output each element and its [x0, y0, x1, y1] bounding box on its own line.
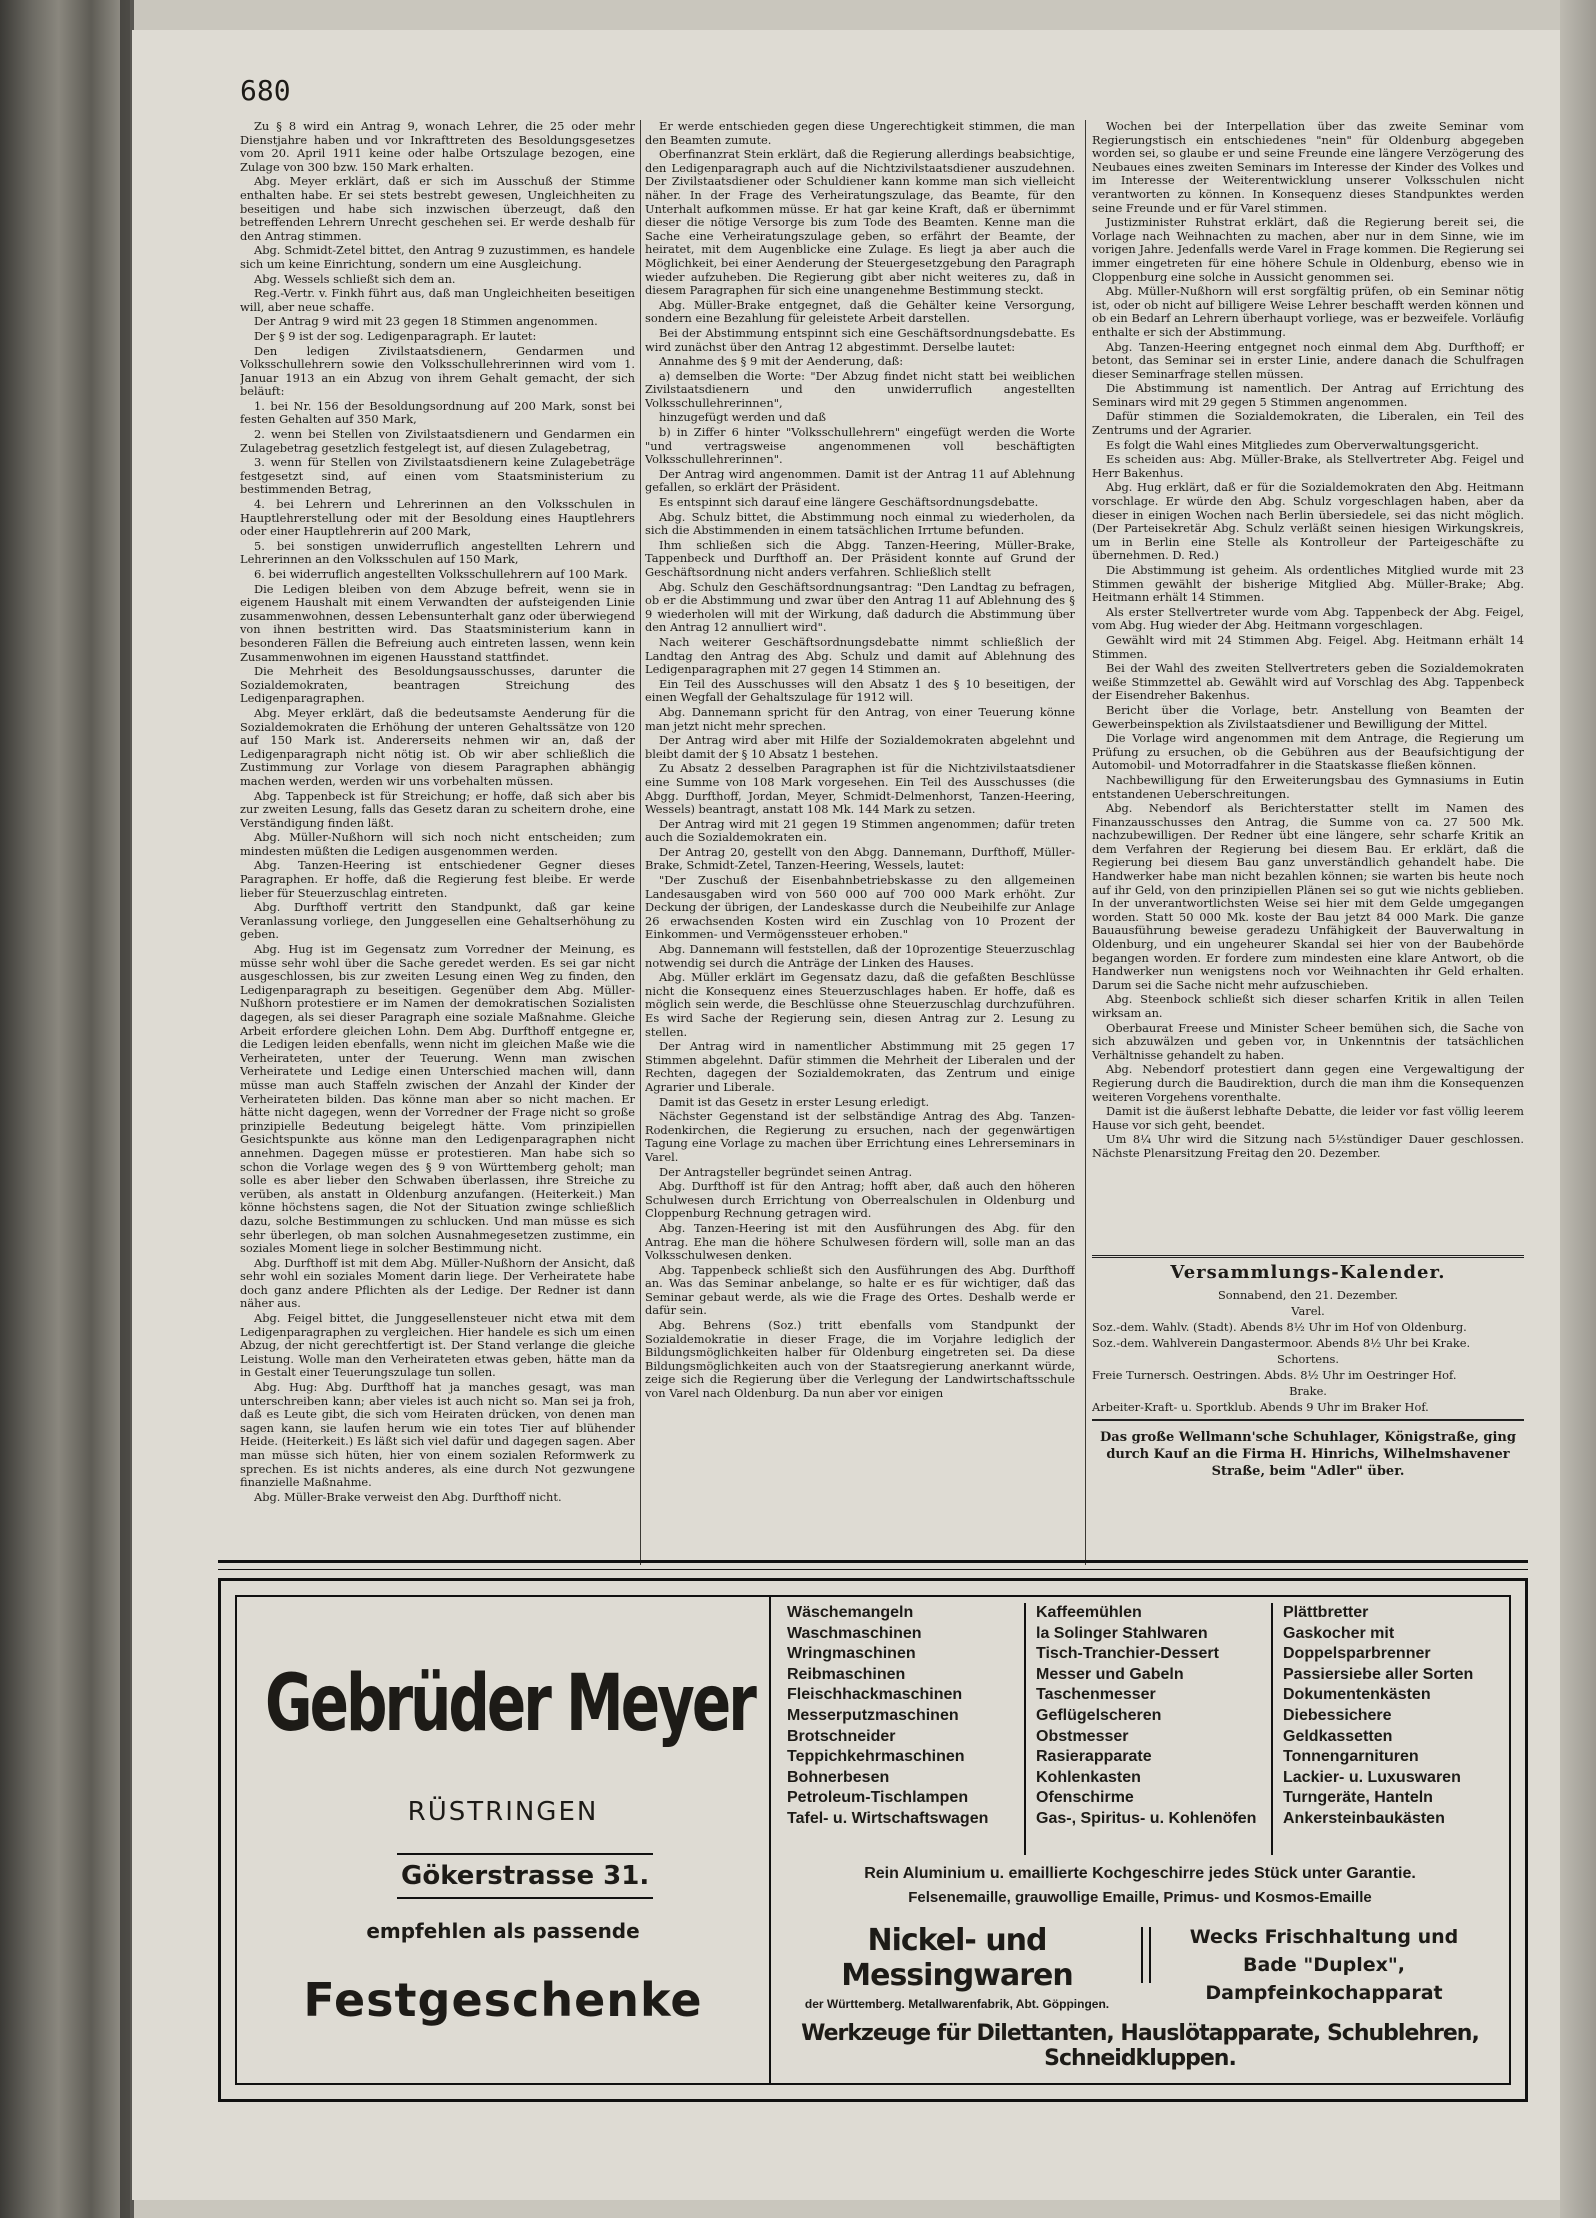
column-rule-2	[1085, 120, 1086, 1565]
advertisement-brand-panel	[237, 1597, 769, 2083]
text-column-2	[645, 120, 1075, 1560]
paragraph: Die Vorlage wird angenommen mit dem Antrage, die Regierung um Prüfung zu ersuchen, ob die Gebühren aus der Beaufsichtigung der Automobil- und Motorradfahrer in die Staatskasse fließen können.	[1092, 731, 1524, 773]
paragraph: Abg. Hug ist im Gegensatz zum Vorredner der Meinung, es müsse sehr wohl über die Sache geredet werden. Es sei gar nicht ausgeschlossen, bis zur zweiten Lesung einen Weg zu finden, den Ledigenparagraph zu beseitigen. Gegenüber dem Abg. Müller-Nußhorn protestiere er im Namen der demokratischen Sozialisten dagegen, als sei dieser Paragraph eine soziale Maßnahme. Gleiche Arbeit erfordere gleichen Lohn. Dem Abg. Durfthoff entgegne er, die Ledigen leiden ebenfalls, wenn nicht im gleichen Maße wie die Verheirateten, unter der Teuerung. Wenn man zwischen Verheiratete und Ledige einen Unterschied machen will, dann müsse man auch Staffeln zwischen der Anzahl der Kinder der Verheirateten bilden. Das könne man aber so nicht machen. Er hätte nicht dagegen, wenn der Vorredner der Frage nicht so große prinzipielle Bedeutung beigelegt hätte. Vom prinzipiellen Gesichtspunkte aus könne man den Ledigenparagraphen nicht annehmen. Dagegen müsse er protestieren. Man habe sich so schon die Vorlage wegen des § 9 von Württemberg geholt; man solle es aber lieber den Schwaben überlassen, ihre Streiche zu verüben, als anstatt in Oldenburg anzufangen. (Heiterkeit.) Man könne höchstens sagen, die Not der Situation zwinge schließlich dazu, solche Bestimmungen zu schlucken. Und man müsse es sich sehr überlegen, ob man solchen Ausnahmegesetzen zustimme, ein soziales Moment liege in solcher Bestimmung nicht.	[240, 942, 635, 1256]
paragraph: 6. bei widerruflich angestellten Volksschullehrern auf 100 Mark.	[254, 567, 628, 581]
paragraph: Abg. Hug erklärt, daß er für die Sozialdemokraten den Abg. Heitmann vorschlage. Er würde den Abg. Schulz vorgeschlagen haben, aber da dieser in einigen Wochen nach Berlin übersiedele, sei das nicht möglich. (Der Parteisekretär Abg. Schulz verläßt seinen hiesigen Wirkungskreis, um in Berlin eine Stelle als Kontrolleur der Parteigeschäfte zu übernehmen. D. Red.)	[1092, 480, 1524, 563]
paragraph: Es entspinnt sich darauf eine längere Geschäftsordnungsdebatte.	[659, 495, 1039, 510]
paragraph: Damit ist das Gesetz in erster Lesung erledigt.	[659, 1094, 930, 1109]
calendar-place: Schortens.	[1277, 1352, 1339, 1366]
product-item: Diebessichere	[1283, 1706, 1392, 1724]
paragraph: hinzugefügt werden und daß	[659, 410, 826, 425]
product-item: Tisch-Tranchier-Dessert	[1036, 1645, 1219, 1663]
calendar-entry: Freie Turnersch. Oestringen. Abds. 8½ Uhr im Oestringer Hof.	[1092, 1368, 1457, 1382]
product-item: Tonnengarnituren	[1283, 1748, 1419, 1766]
paragraph: Abg. Hug: Abg. Durfthoff hat ja manches gesagt, was man unterschreiben kann; aber vieles ist auch nicht so. Man sei ja froh, daß es Leute gibt, die sich vom Heiraten drücken, von denen man sagen kann, sie laufen herum wie ein totes Tier auf blühender Heide. (Heiterkeit.) Es läßt sich viel dafür und dagegen sagen. Aber man müsse sich hüten, hier von einem sozialen Reformwerk zu sprechen. Es ist nichts anderes, als eine durch Not gezwungene finanzielle Maßnahme.	[240, 1380, 635, 1490]
ad-weck-block	[1159, 1923, 1489, 2007]
paragraph: 5. bei sonstigen unwiderruflich angestellten Lehrern und Lehrerinnen an den Volksschulen auf 150 Mark,	[240, 538, 635, 567]
ad-recommend-text: empfehlen als passende	[366, 1919, 640, 1943]
paragraph: Die Ledigen bleiben von dem Abzuge befreit, wenn sie in eigenem Haushalt mit einem Verwandten der aufsteigenden Linie zusammenwohnen, dessen Lebensunterhalt ganz oder überwiegend von ihnen bestritten wird. Das Staatsministerium kann in besonderen Fällen die Befreiung auch eintreten lassen, wenn kein Zusammenwohnen im eigenen Hausstand stattfindet.	[240, 581, 635, 664]
product-item: Taschenmesser	[1036, 1686, 1156, 1704]
meeting-calendar	[1092, 1255, 1524, 1480]
paragraph: Wochen bei der Interpellation über das zweite Seminar vom Regierungstisch ein entschiedenes "nein" für Oldenburg abgegeben worden sei, so glaube er und seine Freunde eine längere Verzögerung des Neubaues eines zweiten Seminars im Interesse der Kinder des Volkes und im Interesse der Weiterentwicklung unserer Volksschulen nicht verantworten zu können. In Konsequenz dieses Standpunktes werden seine Freunde und er für Varel stimmen.	[1092, 120, 1524, 215]
paragraph: Der Antrag wird mit 21 gegen 19 Stimmen angenommen; dafür treten auch die Sozialdemokraten ein.	[645, 816, 1075, 845]
paragraph: "Der Zuschuß der Eisenbahnbetriebskasse zu den allgemeinen Landesausgaben wird von 560 000 auf 700 000 Mark erhöht. Zur Deckung der übrigen, der Landeskasse durch die Neubeihilfe zur Anlage 26 erwachsenden Kosten wird ein Zuschlag von 10 Prozent der Einkommen- und Vermögenssteuer erhoben."	[645, 873, 1075, 942]
paragraph: Die Mehrheit des Besoldungsausschusses, darunter die Sozialdemokraten, beantragen Streichung des Ledigenparagraphen.	[240, 664, 635, 706]
paragraph: Nachbewilligung für den Erweiterungsbau des Gymnasiums in Eutin entstandenen Ueberschreitungen.	[1092, 772, 1524, 801]
paragraph: Abg. Tappenbeck ist für Streichung; er hoffe, daß sich aber bis zur zweiten Lesung, falls das Gesetz daran zu scheitern drohe, eine Verständigung finden läßt.	[240, 788, 635, 830]
product-item: Teppichkehrmaschinen	[787, 1748, 965, 1766]
paragraph: Der Antrag wird in namentlicher Abstimmung mit 25 gegen 17 Stimmen abgelehnt. Dafür stimmen die Mehrheit der Liberalen und der Rechten, dagegen der Sozialdemokraten, das Zentrum und einige Agrarier und Liberale.	[645, 1039, 1075, 1094]
paragraph: Abg. Schulz den Geschäftsordnungsantrag: "Den Landtag zu befragen, ob er die Abstimmung und zwar über den Antrag 11 auf Ablehnung des § 9 wiederholen will mit der Wirkung, daß dadurch die Abstimmung über den Antrag 12 annulliert wird".	[645, 579, 1075, 635]
calendar-entry: Arbeiter-Kraft- u. Sportklub. Abends 9 Uhr im Braker Hof.	[1092, 1400, 1429, 1414]
paragraph: b) in Ziffer 6 hinter "Volksschullehrern" eingefügt werden die Worte "und vertragsweise angenommenen voll beschäftigten Volksschullehrerinnen".	[645, 425, 1075, 467]
product-item: Obstmesser	[1036, 1727, 1129, 1745]
ad-enamel: Felsenemaille, grauwollige Emaille, Primus- und Kosmos-Emaille	[908, 1889, 1372, 1906]
book-spine	[0, 0, 130, 2218]
paragraph: Zu § 8 wird ein Antrag 9, wonach Lehrer, die 25 oder mehr Dienstjahre haben und vor Inkrafttreten des Besoldungsgesetzes vom 20. April 1911 keine oder halbe Ortszulage bezogen, eine Zulage von 300 bzw. 150 Mark erhalten.	[240, 120, 635, 174]
advertisement-frame	[235, 1595, 1511, 2085]
column-rule-1	[640, 120, 641, 1565]
paragraph: Der Antrag 9 wird mit 23 gegen 18 Stimmen angenommen.	[254, 314, 598, 329]
shop-notice: Das große Wellmann'sche Schuhlager, Königstraße, ging durch Kauf an die Firma H. Hinrichs, Wilhelmshavener Straße, beim "Adler" über.	[1100, 1430, 1516, 1479]
paragraph: Abg. Tanzen-Heering ist mit den Ausführungen des Abg. für den Antrag. Ehe man die höhere Schulwesen fördern will, solle man an das Volksschulwesen denken.	[645, 1220, 1075, 1263]
paragraph: Abg. Durfthoff vertritt den Standpunkt, daß gar keine Veranlassung vorliege, den Junggesellen eine Gehaltserhöhung zu geben.	[240, 900, 635, 942]
product-list-1	[787, 1603, 1032, 1830]
brand-name: Gebrüder Meyer	[265, 1657, 754, 1749]
paragraph: Abg. Schulz bittet, die Abstimmung noch einmal zu wiederholen, da sich die Abstimmenden in einem tatsächlichen Irrtume befunden.	[645, 509, 1075, 538]
text-column-1	[240, 120, 635, 1560]
paragraph: 3. wenn für Stellen von Zivilstaatsdienern keine Zulagebeträge festgesetzt sind, auf einen vom Staatsministerium zu bestimmenden Betrag,	[240, 455, 635, 497]
product-item: Passiersiebe aller Sorten	[1283, 1665, 1474, 1683]
paragraph: Abg. Müller-Brake verweist den Abg. Durfthoff nicht.	[254, 1489, 562, 1504]
advertisement-products-panel	[769, 1597, 1509, 2083]
paragraph: Bei der Abstimmung entspinnt sich eine Geschäftsordnungsdebatte. Es wird zunächst über den Antrag 12 abgestimmt. Derselbe lautet:	[645, 325, 1075, 354]
paragraph: Ihm schließen sich die Abgg. Tanzen-Heering, Müller-Brake, Tappenbeck und Durfthoff an. Der Präsident konnte auf Grund der Geschäftsordnung nicht anders verfahren. Schließlich stellt	[645, 537, 1075, 579]
paragraph: Nach weiterer Geschäftsordnungsdebatte nimmt schließlich der Landtag den Antrag des Abg. Schulz und damit auf Ablehnung des Ledigenparagraphen mit 27 gegen 14 Stimmen an.	[645, 634, 1075, 677]
paragraph: Der Antrag wird angenommen. Damit ist der Antrag 11 auf Ablehnung gefallen, so erklärt der Präsident.	[645, 466, 1075, 495]
product-item: Ankersteinbaukästen	[1283, 1809, 1445, 1827]
paragraph: Als erster Stellvertreter wurde vom Abg. Tappenbeck der Abg. Feigel, vom Abg. Hug wieder der Abg. Heitmann vorgeschlagen.	[1092, 604, 1524, 633]
paragraph: Der Antragsteller begründet seinen Antrag.	[659, 1164, 913, 1179]
product-item: la Solinger Stahlwaren	[1036, 1624, 1208, 1642]
calendar-title: Versammlungs-Kalender.	[1092, 1255, 1524, 1283]
brand-address: Gökerstrasse 31.	[397, 1853, 653, 1899]
paragraph: Reg.-Vertr. v. Finkh führt aus, daß man Ungleichheiten beseitigen will, aber neue schaffe.	[240, 286, 635, 314]
product-item: Ofenschirme	[1036, 1789, 1134, 1807]
product-item: Plättbretter	[1283, 1604, 1369, 1621]
calendar-entry: Soz.-dem. Wahlv. (Stadt). Abends 8½ Uhr im Hof von Oldenburg.	[1092, 1320, 1467, 1334]
ad-headline: Festgeschenke	[303, 1973, 703, 2027]
product-item: Messerputzmaschinen	[787, 1706, 959, 1724]
ad-tools-line: Werkzeuge für Dilettanten, Hauslötapparate, Schublehren, Schneidkluppen.	[801, 2021, 1479, 2071]
product-item: Waschmaschinen	[787, 1624, 922, 1642]
advertisement-top-rule	[218, 1560, 1528, 1570]
product-item: Tafel- u. Wirtschaftswagen	[787, 1809, 989, 1827]
paragraph: Oberfinanzrat Stein erklärt, daß die Regierung allerdings beabsichtige, den Ledigenparagraph auch auf die Nichtzivilstaatsdiener auszudehnen. Der Zivilstaatsdiener oder Schuldiener kann komme man sich vielleicht näher. In der Frage des Verheiratungszulage, das Beamte, für den Unterhalt aufkommen müsse. Er hat gar keine Kraft, daß er übernimmt dieser die nötige Versorge bis zum Tode des Beamten. Kenne man die Sache eine Verheiratungszulage geben, so erfährt der Beamte, der heiratet, mit dem Augenblicke eine Zulage. Es liegt ja aber auch die Möglichkeit, bei einer Aenderung der Steuergesetzgebung den Paragraph wieder aufzuheben. Die Regierung gibt aber nicht weiteres zu, daß in diesem Paragraphen für sich eine unangenehme Bestimmung steckt.	[645, 147, 1075, 298]
paragraph: Es folgt die Wahl eines Mitgliedes zum Oberverwaltungsgericht.	[1106, 437, 1479, 452]
product-item: Gaskocher mit	[1283, 1624, 1395, 1642]
paragraph: Abg. Behrens (Soz.) tritt ebenfalls vom Standpunkt der Sozialdemokratie in dieser Frage, die im Vorjahre lediglich der Bildungsmöglichkeiten halber für Oldenburg eingetreten sei. Da diese Bildungsmöglichkeiten auch von der Staatsregierung anerkannt würde, zeige sich die Regierung über die Verlegung der Landwirtschaftsschule von Varel nach Oldenburg. Da nun aber vor einigen	[645, 1318, 1075, 1401]
calendar-place: Varel.	[1291, 1304, 1325, 1318]
paragraph: a) demselben die Worte: "Der Abzug findet nicht statt bei weiblichen Zivilstaatsdienern und den unwiderruflich angestellten Volksschullehrerinnen",	[645, 368, 1075, 410]
paragraph: Abg. Durfthoff ist mit dem Abg. Müller-Nußhorn der Ansicht, daß sehr wohl ein soziales Moment darin liege. Der Verheiratete habe doch ganz andere Pflichten als der Ledige. Der Redner ist dann näher aus.	[240, 1255, 635, 1311]
paragraph: Um 8¼ Uhr wird die Sitzung nach 5½stündiger Dauer geschlossen. Nächste Plenarsitzung Freitag den 20. Dezember.	[1092, 1132, 1524, 1160]
product-item: Lackier- u. Luxuswaren	[1283, 1768, 1461, 1786]
paragraph: Er werde entschieden gegen diese Ungerechtigkeit stimmen, die man den Beamten zumute.	[645, 120, 1075, 147]
paragraph: Abg. Müller-Nußhorn will erst sorgfältig prüfen, ob ein Seminar nötig ist, oder ob nicht auf billigere Weise Lehrer beschafft werden können und ob ein Bedarf an Lehrern überhaupt vorliege, was er bezweifele. Vorläufig enthalte er sich der Abstimmung.	[1092, 284, 1524, 339]
product-item: Doppelsparbrenner	[1283, 1645, 1431, 1663]
product-item: Kaffeemühlen	[1036, 1604, 1142, 1621]
product-item: Wäschemangeln	[787, 1604, 914, 1621]
product-item: Wringmaschinen	[787, 1645, 916, 1663]
paragraph: Abg. Schmidt-Zetel bittet, den Antrag 9 zuzustimmen, es handele sich um keine Einrichtung, sondern um eine Ausgleichung.	[240, 243, 635, 271]
paragraph: 4. bei Lehrern und Lehrerinnen an den Volksschulen in Hauptlehrerstellung oder mit der Besoldung eines Hauptlehrers oder einer Hauptlehrerin auf 200 Mark,	[240, 497, 635, 539]
product-item: Dokumentenkästen	[1283, 1686, 1431, 1704]
calendar-rule	[1092, 1419, 1524, 1421]
paragraph: Bei der Wahl des zweiten Stellvertreters geben die Sozialdemokraten weiße Stimmzettel ab. Gewählt wird auf Vorschlag des Abg. Tappenbeck der Eisendreher Bakenhus.	[1092, 661, 1524, 703]
paragraph: Abg. Meyer erklärt, daß er sich im Ausschuß der Stimme enthalten habe. Er sei stets bestrebt gewesen, Ungleichheiten zu beseitigen und habe sich inzwischen überzeugt, daß den betreffenden Lehrern Unrecht geschehen sei. Er werde deshalb für den Antrag stimmen.	[240, 174, 635, 243]
paragraph: Abg. Steenbock schließt sich dieser scharfen Kritik in allen Teilen wirksam an.	[1092, 992, 1524, 1020]
paragraph: Den ledigen Zivilstaatsdienern, Gendarmen und Volksschullehrern sowie den Volksschullehrerinnen wird vom 1. Januar 1913 an ein Abzug von ihrem Gehalt gemacht, der sich beläuft:	[240, 343, 635, 399]
paragraph: Der § 9 ist der sog. Ledigenparagraph. Er lautet:	[254, 328, 537, 343]
paragraph: Abg. Meyer erklärt, daß die bedeutsamste Aenderung für die Sozialdemokraten die Erhöhung der unteren Gehaltssätze von 120 auf 150 Mark ist. Andererseits nehmen wir an, daß der Ledigenparagraph nicht nötig ist. Ob wir aber schließlich die Zustimmung zur Vorlage von diesem Paragraphen abhängig machen werden, werden wir uns vorbehalten müssen.	[240, 705, 635, 788]
ad-weck-line: Wecks Frischhaltung und	[1189, 1926, 1459, 1948]
paragraph: Der Antrag wird aber mit Hilfe der Sozialdemokraten abgelehnt und bleibt damit der § 10 Absatz 1 bestehen.	[645, 733, 1075, 761]
paragraph: Es scheiden aus: Abg. Müller-Brake, als Stellvertreter Abg. Feigel und Herr Bakenhus.	[1092, 452, 1524, 480]
paragraph: Abg. Tanzen-Heering ist entschiedener Gegner dieses Paragraphen. Er hoffe, daß die Regierung fest bleibe. Er werde lieber für Steuerzuschlag eintreten.	[240, 858, 635, 900]
product-list-3	[1271, 1603, 1507, 1855]
paragraph: Ein Teil des Ausschusses will den Absatz 1 des § 10 beseitigen, der einen Wegfall der Gehaltszulage für 1912 will.	[645, 676, 1075, 705]
paragraph: Abg. Tappenbeck schließt sich den Ausführungen des Abg. Durfthoff an. Was das Seminar anbelange, so halte er es für wichtiger, daß das Seminar gebaut werde, als wie die Frage des Ortes. Deshalb werde er dafür sein.	[645, 1262, 1075, 1318]
paragraph: Oberbaurat Freese und Minister Scheer bemühen sich, die Sache von sich abzuwälzen und geben vor, in Unkenntnis der tatsächlichen Verhältnisse gehandelt zu haben.	[1092, 1020, 1524, 1062]
product-item: Messer und Gabeln	[1036, 1665, 1184, 1683]
paragraph: Abg. Müller erklärt im Gegensatz dazu, daß die gefaßten Beschlüsse nicht die Konsequenz eines Steuerzuschlages haben. Er hoffe, daß es möglich sein werde, die Beschlüsse ohne Steuerzuschlag durchzuführen. Es wird Sache der Regierung sein, diesen Antrag zur 2. Lesung zu stellen.	[645, 970, 1075, 1039]
calendar-entry: Soz.-dem. Wahlverein Dangastermoor. Abends 8½ Uhr bei Krake.	[1092, 1336, 1471, 1350]
product-item: Turngeräte, Hanteln	[1283, 1789, 1433, 1807]
ad-divider	[1141, 1927, 1151, 1983]
paragraph: 2. wenn bei Stellen von Zivilstaatsdienern und Gendarmen ein Zulagebetrag gesetzlich festgelegt ist, auf diesen Zulagebetrag,	[240, 427, 635, 455]
advertisement	[218, 1578, 1528, 2102]
calendar-place: Brake.	[1289, 1384, 1327, 1398]
paragraph: Abg. Wessels schließt sich dem an.	[254, 271, 456, 286]
page-number: 680	[240, 74, 291, 107]
paragraph: Gewählt wird mit 24 Stimmen Abg. Feigel. Abg. Heitmann erhält 14 Stimmen.	[1092, 632, 1524, 661]
paragraph: Abg. Dannemann spricht für den Antrag, von einer Teuerung könne man jetzt nicht mehr sprechen.	[645, 704, 1075, 733]
paragraph: Abg. Müller-Brake entgegnet, daß die Gehälter keine Versorgung, sondern eine Bezahlung für geleistete Arbeit darstellen.	[645, 297, 1075, 326]
product-item: Geldkassetten	[1283, 1727, 1393, 1745]
paragraph: Nächster Gegenstand ist der selbständige Antrag des Abg. Tanzen-Rodenkirchen, die Regierung zu ersuchen, nach der gegenwärtigen Tagung eine Vorlage zu machen über Errichtung eines Lehrerseminars in Varel.	[645, 1109, 1075, 1164]
ad-guarantee: Rein Aluminium u. emaillierte Kochgeschirre jedes Stück unter Garantie.	[864, 1865, 1416, 1882]
product-item: Rasierapparate	[1036, 1748, 1152, 1766]
product-item: Reibmaschinen	[787, 1665, 906, 1683]
paragraph: Die Abstimmung ist namentlich. Der Antrag auf Errichtung des Seminars wird mit 29 gegen 5 Stimmen angenommen.	[1092, 381, 1524, 409]
paragraph: Die Abstimmung ist geheim. Als ordentliches Mitglied wurde mit 23 Stimmen gewählt der bisherige Mitglied Abg. Müller-Brake; Abg. Heitmann erhält 14 Stimmen.	[1092, 563, 1524, 605]
product-item: Petroleum-Tischlampen	[787, 1789, 969, 1807]
product-item: Brotschneider	[787, 1727, 896, 1745]
paragraph: Dafür stimmen die Sozialdemokraten, die Liberalen, ein Teil des Zentrums und der Agrarier.	[1092, 409, 1524, 438]
paragraph: Der Antrag 20, gestellt von den Abgg. Dannemann, Durfthoff, Müller-Brake, Schmidt-Zetel, Tanzen-Heering, Wessels, lautet:	[645, 844, 1075, 873]
paragraph: Abg. Dannemann will feststellen, daß der 10prozentige Steuerzuschlag notwendig sei durch die Anträge der Linken des Hauses.	[645, 942, 1075, 970]
ad-nickel-subtitle: der Württemberg. Metallwarenfabrik, Abt. Göppingen.	[804, 1997, 1110, 2011]
ad-nickel-block	[787, 1923, 1127, 2011]
product-item: Bohnerbesen	[787, 1768, 890, 1786]
paragraph: Abg. Nebendorf protestiert dann gegen eine Vergewaltigung der Regierung durch die Baudirektion, durch die man ihm die Konsequenzen weiteren Vorgehens vorenthalte.	[1092, 1062, 1524, 1104]
page-edge-shadow	[1560, 0, 1596, 2218]
product-list-2	[1024, 1603, 1270, 1855]
ad-weck-line: Bade "Duplex", Dampfeinkochapparat	[1205, 1954, 1443, 2004]
paragraph: Abg. Durfthoff ist für den Antrag; hofft aber, daß auch den höheren Schulwesen durch Errichtung von Oberrealschulen in Oldenburg und Cloppenburg Rechnung getragen wird.	[645, 1179, 1075, 1221]
ad-nickel-title: Nickel- und Messingwaren	[841, 1923, 1073, 1993]
product-item: Gas-, Spiritus- u. Kohlenöfen	[1036, 1809, 1257, 1827]
product-item: Kohlenkasten	[1036, 1768, 1141, 1786]
calendar-date: Sonnabend, den 21. Dezember.	[1217, 1288, 1398, 1302]
paragraph: Abg. Nebendorf als Berichterstatter stellt im Namen des Finanzausschusses den Antrag, die Summe von ca. 27 500 Mk. nachzubewilligen. Der Redner übt eine längere, sehr scharfe Kritik an dem Verfahren der Regierung bei diesem Bau. Er erklärt, daß die Regierung bei diesem Bau ganz unverständlich gehandelt habe. Die Handwerker habe man nicht bezahlen können; sie warten bis heute noch auf ihr Geld, von den prinzipiellen Plänen sei so gut wie nichts geblieben. In der unverantwortlichsten Weise sei hier mit dem Gelde umgegangen worden. Statt 50 000 Mk. koste der Bau jetzt 84 000 Mark. Die ganze Bauausführung beweise geradezu Unfähigkeit der Bauverwaltung in Oldenburg, und ein ungeheurer Skandal sei hier von der Baubehörde begangen worden. Er fordere zum mindesten eine klare Antwort, ob die Handwerker nun wenigstens noch vor Weihnachten ihr Geld erhalten. Darum sei die Sache nicht mehr aufzuschieben.	[1092, 801, 1524, 992]
paragraph: Bericht über die Vorlage, betr. Anstellung von Beamten der Gewerbeinspektion als Zivilstaatsdiener und Bewilligung der Mittel.	[1092, 702, 1524, 731]
paragraph: Abg. Tanzen-Heering entgegnet noch einmal dem Abg. Durfthoff; er betont, das Seminar sei in erster Linie, andere danach die Schulfragen dieser Seminarfrage stellen müssen.	[1092, 339, 1524, 381]
paragraph: Damit ist die äußerst lebhafte Debatte, die leider vor fast völlig leerem Hause vor sich geht, beendet.	[1092, 1104, 1524, 1132]
paragraph: Zu Absatz 2 desselben Paragraphen ist für die Nichtzivilstaatsdiener eine Summe von 108 Mark vorgesehen. Ein Teil des Ausschusses (die Abgg. Durfthoff, Jordan, Meyer, Schmidt-Delmenhorst, Tanzen-Heering, Wessels) beantragt, anstatt 108 Mk. 144 Mark zu setzen.	[645, 761, 1075, 817]
product-item: Fleischhackmaschinen	[787, 1686, 963, 1704]
product-item: Geflügelscheren	[1036, 1706, 1162, 1724]
paragraph: Abg. Feigel bittet, die Junggesellensteuer nicht etwa mit dem Ledigenparagraphen zu vergleichen. Hier handele es sich um einen Abzug, der nicht gerechtfertigt ist. Der Stand verlange die gleiche Leistung. Wolle man den Verheirateten etwas geben, hätte man da in Gestalt einer Teuerungszulage tun sollen.	[240, 1311, 635, 1380]
paragraph: 1. bei Nr. 156 der Besoldungsordnung auf 200 Mark, sonst bei festen Gehalten auf 350 Mark,	[240, 398, 635, 427]
paragraph: Abg. Müller-Nußhorn will sich noch nicht entscheiden; zum mindesten müßten die Ledigen ausgenommen werden.	[240, 830, 635, 858]
text-column-3	[1092, 120, 1524, 1210]
paragraph: Justizminister Ruhstrat erklärt, daß die Regierung bereit sei, die Vorlage nach Weihnachten zu machen, aber nur in dem Sinne, wie im vorigen Jahre. Jedenfalls werde Varel in Frage kommen. Die Regierung sei immer eingetreten für eine höhere Schule in Oldenburg, ebenso wie in Cloppenburg eine solche in Aussicht genommen sei.	[1092, 215, 1524, 284]
brand-city: RÜSTRINGEN	[407, 1797, 599, 1827]
paragraph: Annahme des § 9 mit der Aenderung, daß:	[659, 354, 904, 369]
